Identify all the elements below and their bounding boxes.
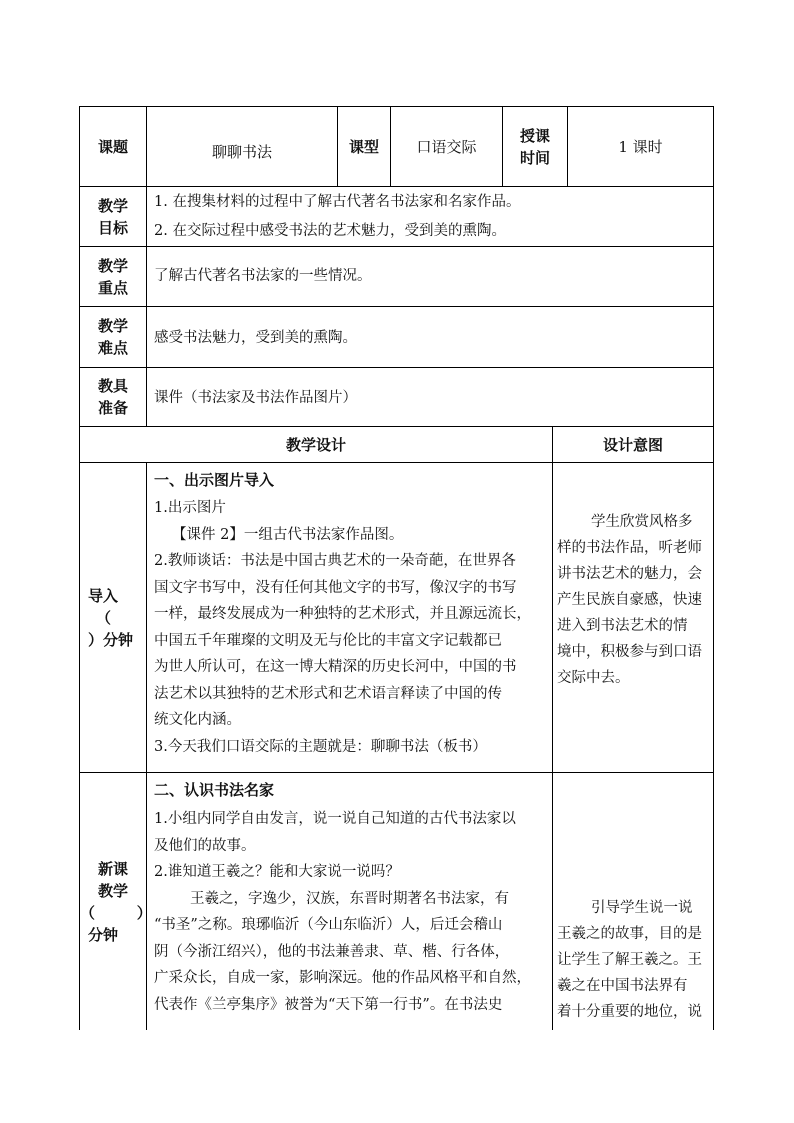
- new-lesson-intent: [557, 895, 711, 1025]
- new-lesson-line: 广采众长，自成一家，影响深远。他的作品风格平和自然，: [154, 970, 531, 986]
- difficulty-text: 感受书法魅力，受到美的熏陶。: [154, 330, 357, 346]
- time-label: [503, 107, 567, 186]
- intro-line: 国文字书写中，没有任何其他文字的书写，像汉字的书写: [154, 579, 517, 596]
- key-point-text: 了解古代著名书法家的一些情况。: [154, 268, 372, 284]
- difficulty-label-line2: 难点: [97, 339, 128, 357]
- type-label-text: 课型: [348, 138, 379, 156]
- new-lesson-line: 1.小组内同学自由发言，说一说自己知道的古代书法家以: [154, 811, 516, 827]
- new-lesson-side-line2: 教学: [97, 882, 128, 900]
- tools-text: 课件（书法家及书法作品图片）: [154, 390, 357, 406]
- tools-label: [80, 368, 146, 426]
- intent-line: 讲书法艺术的魅力，会: [557, 566, 702, 582]
- goals-label: [80, 187, 146, 246]
- rule: [552, 426, 553, 1030]
- key-label-line1: 教学: [97, 256, 128, 275]
- intent-line: 进入到书法艺术的情: [557, 618, 688, 634]
- intro-side-line2: （: [96, 609, 112, 627]
- new-lesson-line: 及他们的故事。: [154, 837, 256, 854]
- rule: [79, 462, 714, 463]
- new-lesson-line: 王羲之，字逸少，汉族，东晋时期著名书法家，有: [190, 890, 509, 907]
- rule: [146, 462, 147, 1030]
- intent-line: 学生欣赏风格多: [591, 514, 693, 530]
- intro-line: 1.出示图片: [154, 500, 226, 516]
- intro-side-label: [80, 585, 146, 651]
- rule: [79, 306, 714, 307]
- intro-side-line1: 导入: [88, 587, 119, 605]
- intro-section-title: 一、出示图片导入: [154, 471, 275, 489]
- new-lesson-side-line1: 新课: [97, 860, 128, 878]
- tools-label-line2: 准备: [97, 399, 128, 417]
- course-title-text: 聊聊书法: [211, 143, 272, 161]
- key-label-line2: 重点: [97, 278, 128, 297]
- intro-line: 3.今天我们口语交际的主题就是：聊聊书法（板书）: [154, 738, 487, 755]
- intent-column-header: [553, 427, 713, 462]
- intro-line: 2.教师谈话：书法是中国古典艺术的一朵奇葩，在世界各: [154, 553, 516, 569]
- new-lesson-line: 阴（今浙江绍兴），他的书法兼善隶、草、楷、行各体，: [154, 943, 510, 960]
- intro-line: 统文化内涵。: [154, 712, 241, 728]
- intro-line: 为世人所认可，在这一博大精深的历史长河中，中国的书: [154, 659, 517, 675]
- key-label: [80, 247, 146, 306]
- difficulty-label-line1: 教学: [97, 317, 128, 335]
- time-value-text: 1 课时: [618, 138, 663, 156]
- tools-label-line1: 教具: [97, 377, 128, 395]
- intent-line: 王羲之的故事，目的是: [557, 926, 702, 942]
- course-label: [80, 107, 146, 186]
- table-border-right: [713, 106, 714, 1030]
- time-label-line2: 时间: [519, 148, 550, 167]
- intro-body: [154, 495, 550, 760]
- rule: [79, 186, 714, 187]
- new-lesson-side-label: [80, 858, 152, 946]
- difficulty-label: [80, 307, 146, 367]
- intro-line: 【课件 2】一组古代书法家作品图。: [172, 526, 404, 543]
- new-lesson-side-line3: （ ）: [80, 904, 152, 922]
- time-value: [568, 107, 713, 186]
- intent-line: 境中，积极参与到口语: [557, 644, 702, 660]
- intent-line: 引导学生说一说: [591, 900, 693, 916]
- intent-line: 样的书法作品，听老师: [557, 540, 702, 556]
- new-lesson-line: 代表作《兰亭集序》被誉为“天下第一行书”。在书法史: [154, 996, 503, 1013]
- intent-line: 交际中去。: [557, 670, 630, 686]
- new-lesson-section-title: 二、认识书法名家: [154, 781, 275, 799]
- design-column-header-text: 教学设计: [285, 436, 346, 454]
- rule: [79, 246, 714, 247]
- goal-item: 1. 在搜集材料的过程中了解古代著名书法家和名家作品。: [154, 194, 521, 210]
- course-label-text: 课题: [97, 138, 128, 156]
- course-title: [147, 107, 337, 186]
- goals-label-line1: 教学: [97, 196, 128, 215]
- intro-line: 中国五千年璀璨的文明及无与伦比的丰富文字记载都已: [154, 632, 502, 649]
- intro-line: 一样，最终发展成为一种独特的艺术形式，并且源远流长，: [154, 606, 531, 622]
- intent-line: 羲之在中国书法界有: [557, 978, 688, 994]
- intent-line: 着十分重要的地位，说: [557, 1004, 702, 1020]
- intent-line: 让学生了解王羲之。王: [557, 952, 702, 968]
- intent-column-header-text: 设计意图: [602, 436, 663, 454]
- new-lesson-line: “书圣”之称。琅琊临沂（今山东临沂）人，后迁会稽山: [154, 917, 503, 933]
- intro-line: 法艺术以其独特的艺术形式和艺术语言释读了中国的传: [154, 685, 502, 702]
- intro-side-line3: ）分钟: [88, 631, 134, 649]
- goal-item: 2. 在交际过程中感受书法的艺术魅力，受到美的熏陶。: [154, 223, 506, 239]
- rule: [79, 367, 714, 368]
- type-value-text: 口语交际: [416, 138, 477, 156]
- time-label-line1: 授课: [519, 126, 550, 145]
- design-column-header: [80, 427, 552, 462]
- intro-intent: [557, 509, 711, 691]
- type-label: [338, 107, 390, 186]
- new-lesson-line: 2.谁知道王羲之？能和大家说一说吗？: [154, 864, 400, 880]
- new-lesson-side-line4: 分钟: [88, 926, 119, 944]
- intent-line: 产生民族自豪感，快速: [557, 592, 702, 608]
- goals-label-line2: 目标: [97, 218, 128, 237]
- rule: [79, 772, 714, 773]
- new-lesson-body: [154, 806, 550, 1018]
- type-value: [391, 107, 502, 186]
